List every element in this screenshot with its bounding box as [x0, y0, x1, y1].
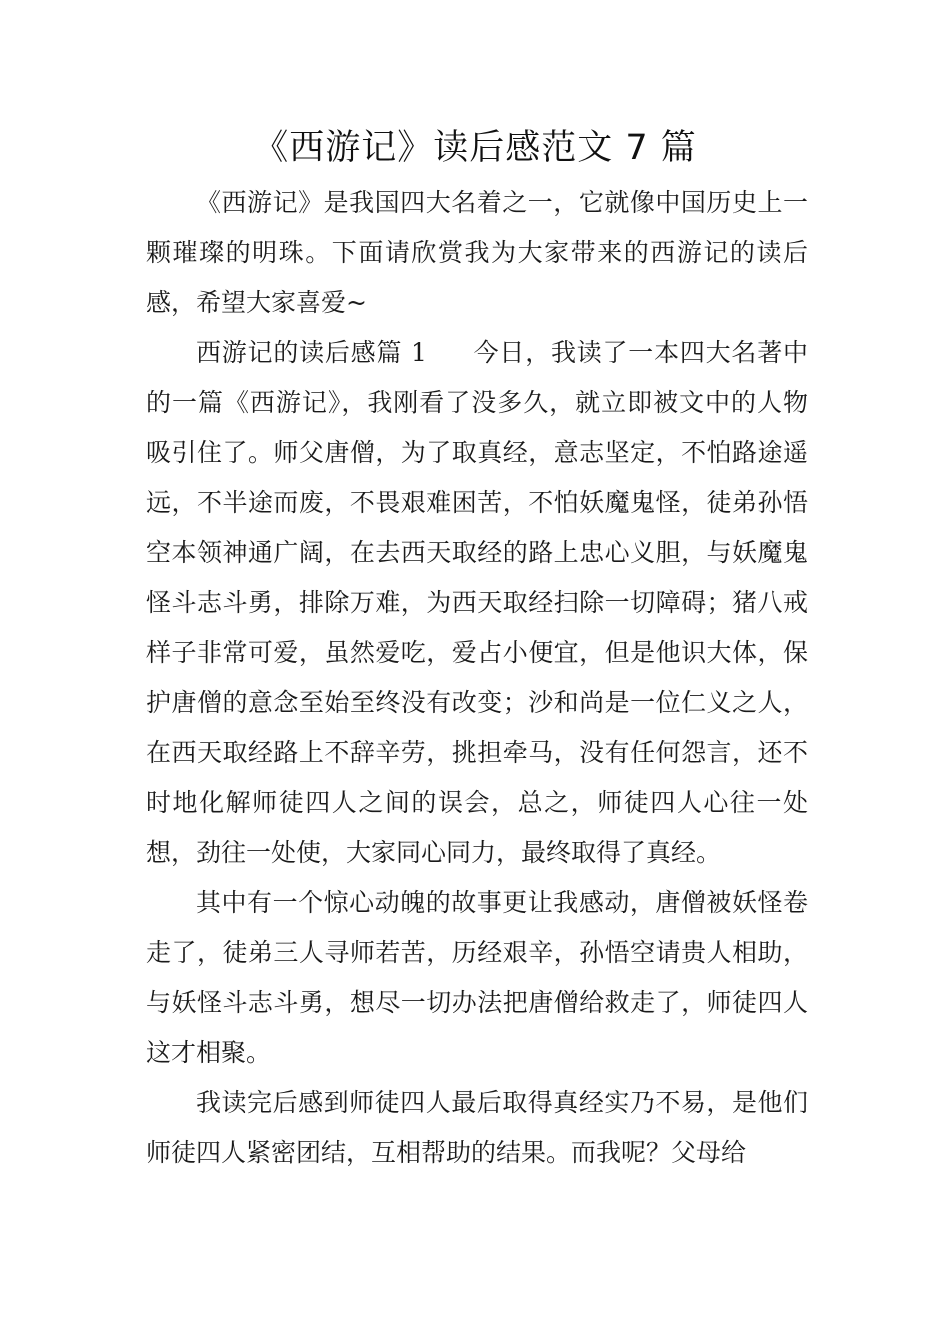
section-paragraph-2: 其中有一个惊心动魄的故事更让我感动，唐僧被妖怪卷走了，徒弟三人寻师若苦，历经艰辛，孙悟空请贵人相助，与妖怪斗志斗勇，想尽一切办法把唐僧给救走了，师徒四人这才相聚。 — [146, 888, 808, 1067]
document-title: 《西游记》读后感范文 7 篇 — [253, 128, 697, 168]
section-paragraph-1 — [146, 328, 808, 878]
document-body — [146, 178, 808, 1178]
intro-paragraph: 《西游记》是我国四大名着之一，它就像中国历史上一颗璀璨的明珠。下面请欣赏我为大家带来的西游记的读后感，希望大家喜爱~ — [146, 188, 808, 317]
paragraph-1-text: 今日，我读了一本四大名著中的一篇《西游记》，我刚看了没多久，就立即被文中的人物吸引住了。师父唐僧，为了取真经，意志坚定，不怕路途遥远，不半途而废，不畏艰难困苦，不怕妖魔鬼怪，徒弟孙悟空本领神通广阔，在去西天取经的路上忠心义胆，与妖魔鬼怪斗志斗勇，排除万难，为西天取经扫除一切障碍；猪八戒样子非常可爱，虽然爱吃，爱占小便宜，但是他识大体，保护唐僧的意念至始至终没有改变；沙和尚是一位仁义之人，在西天取经路上不辞辛劳，挑担牵马，没有任何怨言，还不时地化解师徒四人之间的误会，总之，师徒四人心往一处想，劲往一处使，大家同心同力，最终取得了真经。 — [146, 338, 808, 867]
section-paragraph-3: 我读完后感到师徒四人最后取得真经实乃不易，是他们师徒四人紧密团结，互相帮助的结果。而我呢？父母给 — [146, 1088, 808, 1167]
section-heading: 西游记的读后感篇 1 — [196, 338, 427, 367]
